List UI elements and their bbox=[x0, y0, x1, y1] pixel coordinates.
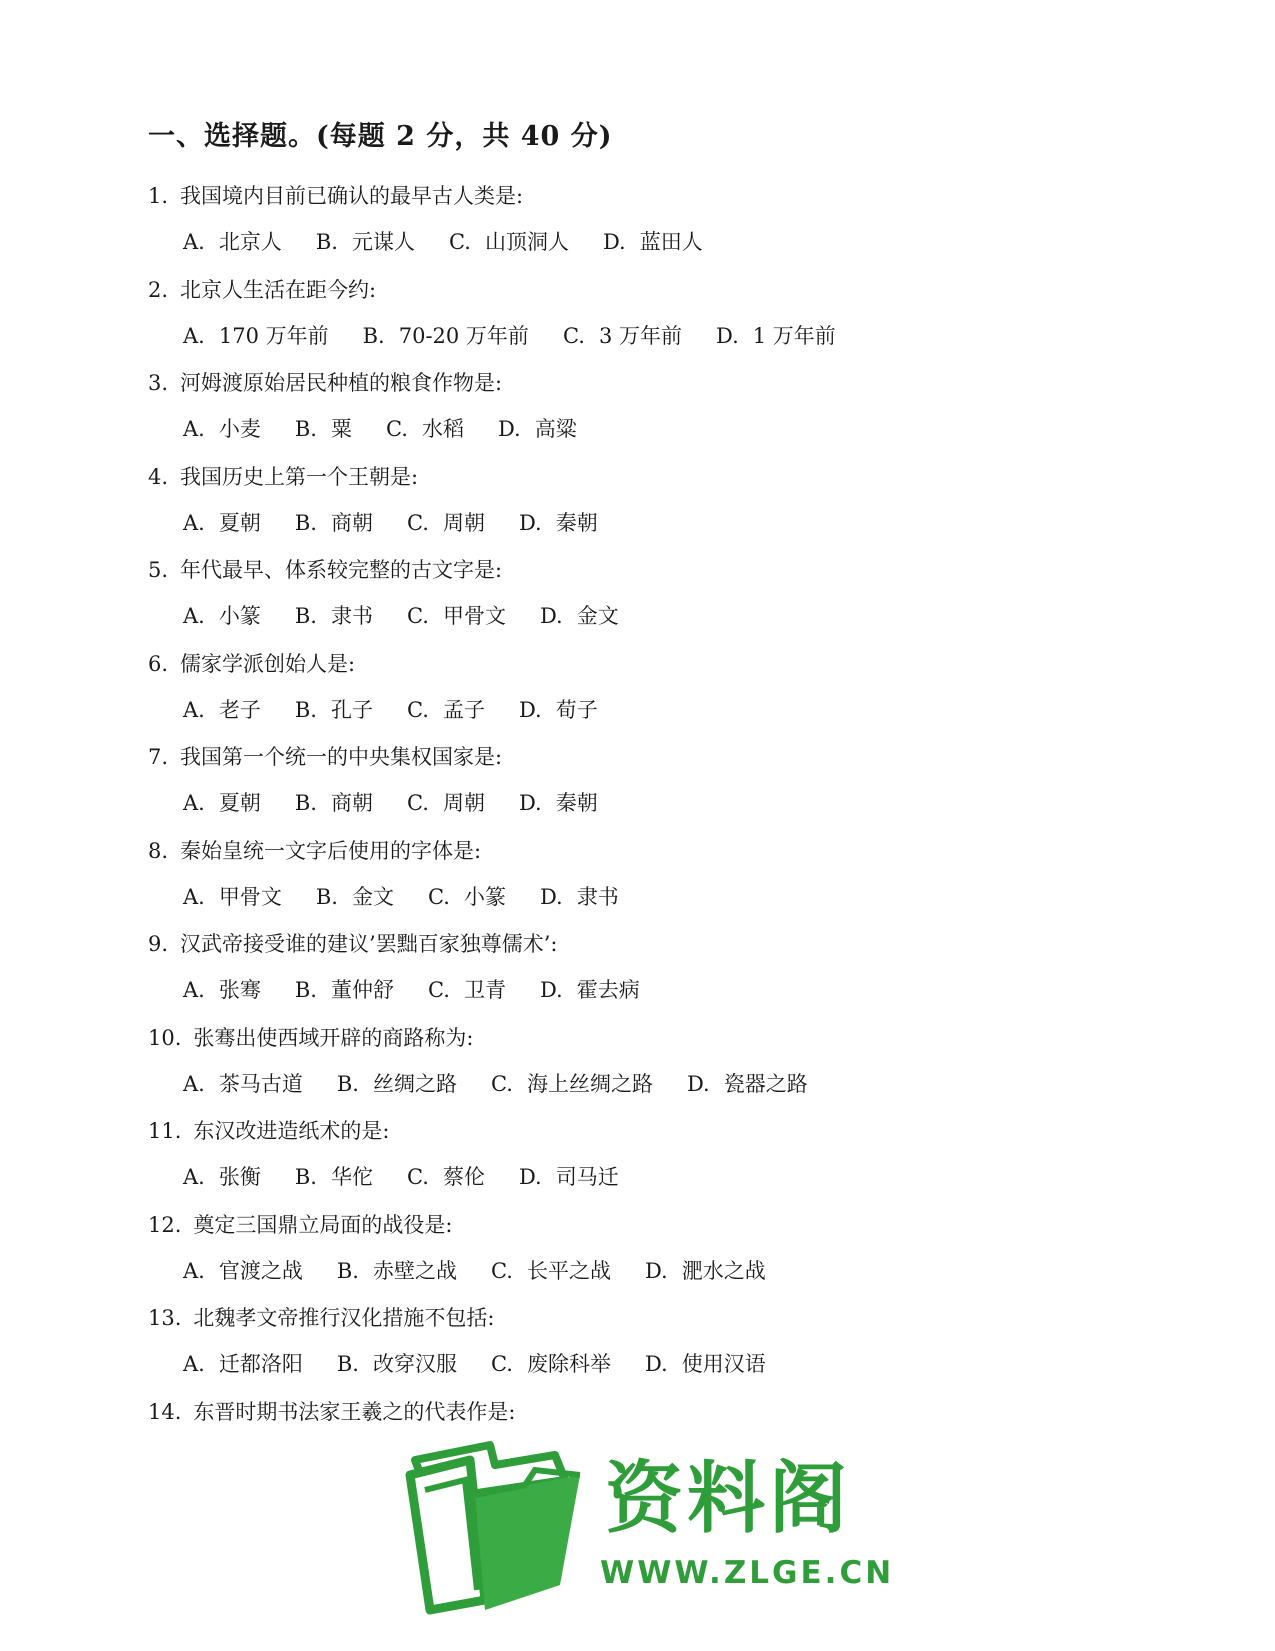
option-c bbox=[491, 1255, 611, 1285]
option-d bbox=[603, 226, 703, 256]
option-text: 淝水之战 bbox=[681, 1258, 766, 1283]
option-letter: D. bbox=[539, 978, 563, 1002]
option-a bbox=[183, 413, 261, 443]
option-letter: A. bbox=[183, 697, 205, 722]
option-letter: A. bbox=[183, 978, 205, 1002]
question-text: 东晋时期书法家王羲之的代表作是: bbox=[193, 1399, 516, 1424]
option-d bbox=[687, 1068, 808, 1098]
question-number: 1. bbox=[148, 184, 169, 208]
question-4 bbox=[148, 461, 418, 491]
option-a bbox=[183, 507, 261, 537]
option-text: 司马迁 bbox=[555, 1165, 619, 1189]
question-number: 7. bbox=[148, 745, 169, 769]
option-d bbox=[716, 320, 836, 350]
question-text: 我国境内目前已确认的最早古人类是: bbox=[180, 184, 524, 208]
option-text: 海上丝绸之路 bbox=[526, 1071, 653, 1096]
option-letter: C. bbox=[490, 1258, 513, 1283]
option-text: 秦朝 bbox=[555, 791, 598, 815]
option-letter: B. bbox=[362, 323, 385, 348]
option-b bbox=[295, 1161, 373, 1191]
section-title: 一、选择题。(每题 2 分，共 40 分) bbox=[148, 121, 613, 152]
option-letter: D. bbox=[518, 1165, 542, 1189]
option-c bbox=[407, 694, 485, 724]
option-letter: C. bbox=[406, 510, 429, 535]
option-text: 周朝 bbox=[442, 510, 485, 535]
option-text: 商朝 bbox=[330, 791, 373, 815]
question-5-options bbox=[183, 600, 653, 630]
option-text: 小麦 bbox=[218, 417, 261, 441]
question-10 bbox=[148, 1022, 473, 1052]
question-number: 5. bbox=[148, 558, 169, 582]
option-a bbox=[183, 226, 282, 256]
option-letter: C. bbox=[406, 1165, 429, 1189]
option-letter: B. bbox=[336, 1071, 359, 1096]
option-d bbox=[519, 1161, 619, 1191]
option-text: 秦朝 bbox=[555, 510, 598, 535]
question-text: 奠定三国鼎立局面的战役是: bbox=[193, 1212, 453, 1237]
question-text: 张骞出使西域开辟的商路称为: bbox=[193, 1025, 474, 1050]
option-b bbox=[295, 787, 373, 817]
option-a bbox=[183, 1348, 303, 1378]
option-b bbox=[295, 507, 373, 537]
option-text: 高粱 bbox=[534, 417, 577, 441]
option-text: 金文 bbox=[576, 604, 619, 628]
option-text: 夏朝 bbox=[218, 510, 261, 535]
option-text: 蓝田人 bbox=[639, 230, 703, 254]
question-3-options bbox=[183, 413, 611, 443]
option-letter: C. bbox=[427, 884, 450, 909]
watermark-url: WWW.ZLGE.CN bbox=[600, 1555, 895, 1591]
option-letter: A. bbox=[183, 1258, 205, 1283]
question-2-options bbox=[183, 320, 870, 350]
option-text: 金文 bbox=[351, 884, 394, 909]
question-6 bbox=[148, 648, 355, 678]
question-number: 3. bbox=[148, 371, 169, 395]
option-b bbox=[295, 694, 373, 724]
question-text: 秦始皇统一文字后使用的字体是: bbox=[180, 838, 482, 863]
option-text: 水稻 bbox=[421, 417, 464, 441]
option-text: 张骞 bbox=[218, 978, 261, 1002]
option-letter: B. bbox=[315, 230, 338, 254]
option-text: 170 万年前 bbox=[218, 323, 329, 348]
question-11 bbox=[148, 1115, 389, 1145]
option-b bbox=[295, 600, 373, 630]
option-text: 甲骨文 bbox=[442, 604, 506, 628]
option-letter: C. bbox=[490, 1071, 513, 1096]
option-c bbox=[428, 881, 506, 911]
option-letter: B. bbox=[294, 978, 317, 1002]
option-text: 迁都洛阳 bbox=[218, 1352, 303, 1376]
option-text: 小篆 bbox=[218, 604, 261, 628]
question-text: 北京人生活在距今约: bbox=[180, 277, 377, 302]
option-letter: A. bbox=[183, 1352, 205, 1376]
option-letter: A. bbox=[183, 417, 205, 441]
option-b bbox=[295, 974, 394, 1004]
question-8-options bbox=[183, 881, 653, 911]
question-2 bbox=[148, 274, 376, 304]
option-letter: C. bbox=[490, 1352, 513, 1376]
option-letter: B. bbox=[336, 1352, 359, 1376]
option-b bbox=[337, 1068, 457, 1098]
question-number: 14. bbox=[148, 1399, 182, 1424]
option-letter: C. bbox=[406, 791, 429, 815]
question-number: 12. bbox=[148, 1212, 182, 1237]
option-a bbox=[183, 1161, 261, 1191]
option-text: 商朝 bbox=[330, 510, 373, 535]
option-text: 北京人 bbox=[218, 230, 282, 254]
option-letter: C. bbox=[406, 697, 429, 722]
option-letter: A. bbox=[183, 604, 205, 628]
question-text: 儒家学派创始人是: bbox=[180, 651, 356, 676]
question-number: 4. bbox=[148, 464, 169, 489]
watermark bbox=[395, 1440, 895, 1625]
option-text: 蔡伦 bbox=[442, 1165, 485, 1189]
option-text: 荀子 bbox=[555, 697, 598, 722]
option-b bbox=[316, 881, 394, 911]
option-letter: D. bbox=[497, 417, 521, 441]
question-12-options bbox=[183, 1255, 800, 1285]
option-text: 70-20 万年前 bbox=[398, 323, 529, 348]
option-letter: C. bbox=[562, 323, 585, 348]
option-text: 甲骨文 bbox=[218, 884, 282, 909]
option-text: 山顶洞人 bbox=[484, 230, 569, 254]
option-text: 隶书 bbox=[330, 604, 373, 628]
question-4-options bbox=[183, 507, 632, 537]
option-text: 丝绸之路 bbox=[372, 1071, 457, 1096]
option-c bbox=[563, 320, 682, 350]
option-letter: A. bbox=[183, 323, 205, 348]
option-text: 改穿汉服 bbox=[372, 1352, 457, 1376]
option-a bbox=[183, 787, 261, 817]
option-letter: D. bbox=[518, 791, 542, 815]
option-b bbox=[363, 320, 529, 350]
question-number: 2. bbox=[148, 277, 169, 302]
option-d bbox=[519, 787, 598, 817]
option-text: 夏朝 bbox=[218, 791, 261, 815]
option-text: 周朝 bbox=[442, 791, 485, 815]
option-text: 董仲舒 bbox=[330, 978, 394, 1002]
option-text: 卫青 bbox=[463, 978, 506, 1002]
question-13 bbox=[148, 1302, 494, 1332]
option-d bbox=[645, 1255, 766, 1285]
option-c bbox=[428, 974, 506, 1004]
option-b bbox=[337, 1255, 457, 1285]
option-text: 使用汉语 bbox=[681, 1352, 766, 1376]
question-5 bbox=[148, 554, 502, 584]
option-letter: C. bbox=[385, 417, 408, 441]
option-d bbox=[540, 881, 619, 911]
option-text: 3 万年前 bbox=[598, 323, 682, 348]
option-text: 官渡之战 bbox=[218, 1258, 303, 1283]
option-text: 粟 bbox=[330, 417, 352, 441]
question-12 bbox=[148, 1209, 452, 1239]
option-a bbox=[183, 320, 329, 350]
option-a bbox=[183, 694, 261, 724]
option-letter: A. bbox=[183, 791, 205, 815]
option-letter: B. bbox=[294, 510, 317, 535]
question-number: 9. bbox=[148, 932, 169, 956]
option-text: 废除科举 bbox=[526, 1352, 611, 1376]
option-letter: B. bbox=[294, 604, 317, 628]
question-10-options bbox=[183, 1068, 842, 1098]
option-text: 茶马古道 bbox=[218, 1071, 303, 1096]
option-letter: B. bbox=[294, 697, 317, 722]
option-letter: C. bbox=[427, 978, 450, 1002]
option-text: 张衡 bbox=[218, 1165, 261, 1189]
option-d bbox=[645, 1348, 766, 1378]
watermark-name: 资料阁 bbox=[605, 1454, 852, 1544]
option-d bbox=[540, 974, 640, 1004]
option-c bbox=[386, 413, 464, 443]
option-letter: D. bbox=[539, 884, 563, 909]
option-text: 元谋人 bbox=[351, 230, 415, 254]
option-letter: B. bbox=[315, 884, 338, 909]
option-text: 孟子 bbox=[442, 697, 485, 722]
option-letter: D. bbox=[644, 1352, 668, 1376]
question-text: 河姆渡原始居民种植的粮食作物是: bbox=[180, 371, 503, 395]
question-number: 10. bbox=[148, 1025, 182, 1050]
option-d bbox=[519, 694, 598, 724]
question-11-options bbox=[183, 1161, 653, 1191]
question-14 bbox=[148, 1396, 515, 1426]
question-7-options bbox=[183, 787, 632, 817]
option-b bbox=[316, 226, 415, 256]
option-text: 1 万年前 bbox=[752, 323, 836, 348]
question-6-options bbox=[183, 694, 632, 724]
option-text: 小篆 bbox=[463, 884, 506, 909]
option-a bbox=[183, 600, 261, 630]
question-13-options bbox=[183, 1348, 800, 1378]
option-letter: A. bbox=[183, 230, 205, 254]
option-text: 老子 bbox=[218, 697, 261, 722]
question-8 bbox=[148, 835, 481, 865]
option-b bbox=[295, 413, 352, 443]
option-c bbox=[407, 787, 485, 817]
option-letter: D. bbox=[518, 697, 542, 722]
option-letter: D. bbox=[518, 510, 542, 535]
option-letter: D. bbox=[539, 604, 563, 628]
open-book-folder-icon bbox=[395, 1440, 595, 1620]
question-text: 汉武帝接受谁的建议’罢黜百家独尊儒术’: bbox=[180, 932, 558, 956]
option-letter: B. bbox=[336, 1258, 359, 1283]
option-letter: A. bbox=[183, 1071, 205, 1096]
option-letter: B. bbox=[294, 1165, 317, 1189]
option-text: 隶书 bbox=[576, 884, 619, 909]
option-a bbox=[183, 1255, 303, 1285]
question-text: 北魏孝文帝推行汉化措施不包括: bbox=[193, 1306, 495, 1330]
option-text: 赤壁之战 bbox=[372, 1258, 457, 1283]
option-text: 长平之战 bbox=[526, 1258, 611, 1283]
option-text: 孔子 bbox=[330, 697, 373, 722]
option-letter: D. bbox=[602, 230, 626, 254]
question-9-options bbox=[183, 974, 674, 1004]
option-text: 华佗 bbox=[330, 1165, 373, 1189]
question-number: 6. bbox=[148, 651, 169, 676]
question-7 bbox=[148, 741, 502, 771]
option-letter: D. bbox=[644, 1258, 668, 1283]
question-number: 11. bbox=[148, 1119, 182, 1143]
option-c bbox=[491, 1068, 653, 1098]
question-text: 东汉改进造纸术的是: bbox=[193, 1119, 390, 1143]
option-letter: D. bbox=[715, 323, 739, 348]
question-text: 我国历史上第一个王朝是: bbox=[180, 464, 419, 489]
question-text: 我国第一个统一的中央集权国家是: bbox=[180, 745, 503, 769]
option-letter: C. bbox=[448, 230, 471, 254]
question-number: 8. bbox=[148, 838, 169, 863]
option-text: 瓷器之路 bbox=[723, 1071, 808, 1096]
option-letter: A. bbox=[183, 884, 205, 909]
question-1-options bbox=[183, 226, 737, 256]
option-letter: B. bbox=[294, 791, 317, 815]
option-a bbox=[183, 881, 282, 911]
option-d bbox=[540, 600, 619, 630]
question-text: 年代最早、体系较完整的古文字是: bbox=[180, 558, 503, 582]
question-number: 13. bbox=[148, 1306, 182, 1330]
option-text: 霍去病 bbox=[576, 978, 640, 1002]
option-letter: B. bbox=[294, 417, 317, 441]
option-a bbox=[183, 1068, 303, 1098]
question-9 bbox=[148, 928, 557, 958]
option-c bbox=[449, 226, 569, 256]
option-c bbox=[407, 507, 485, 537]
option-b bbox=[337, 1348, 457, 1378]
option-c bbox=[407, 1161, 485, 1191]
option-c bbox=[491, 1348, 611, 1378]
option-letter: C. bbox=[406, 604, 429, 628]
question-3 bbox=[148, 367, 502, 397]
option-c bbox=[407, 600, 506, 630]
option-letter: A. bbox=[183, 1165, 205, 1189]
option-a bbox=[183, 974, 261, 1004]
option-letter: D. bbox=[686, 1071, 710, 1096]
option-d bbox=[498, 413, 577, 443]
question-1 bbox=[148, 180, 523, 210]
option-letter: A. bbox=[183, 510, 205, 535]
option-d bbox=[519, 507, 598, 537]
